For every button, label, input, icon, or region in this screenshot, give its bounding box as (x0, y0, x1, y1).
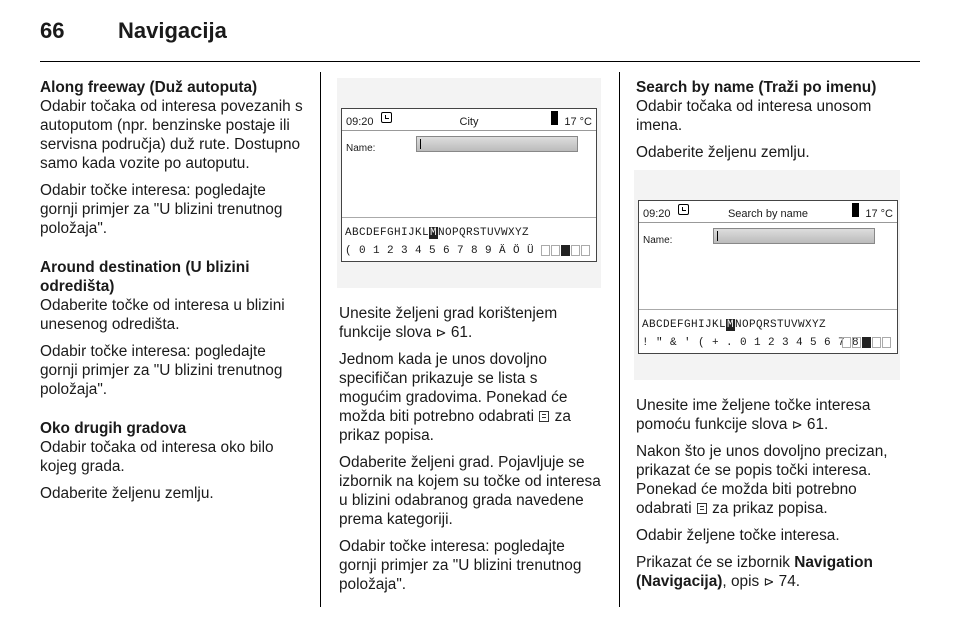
list-icon (539, 411, 549, 422)
list-icon (882, 337, 891, 348)
clock-time: 09:20 (346, 116, 374, 128)
screen-illustration-city (337, 78, 601, 288)
backspace-icon (561, 245, 570, 256)
status-bar (639, 201, 897, 223)
screen-illustration-search-by-name (634, 170, 900, 380)
screen-title: City (459, 116, 479, 128)
column-1 (40, 78, 305, 511)
list-icon (581, 245, 590, 256)
temperature: 17 °C (865, 208, 893, 220)
arrow-up-icon (541, 245, 550, 256)
paragraph: Odabir točaka od interesa oko bilo kojeg grada. (40, 439, 274, 475)
arrow-up-icon (842, 337, 851, 348)
keyboard-row-digits: ( 0 1 2 3 4 5 6 7 8 9 Ä Ö Ü (345, 245, 535, 257)
status-bar (342, 109, 596, 131)
on-screen-keyboard (342, 217, 596, 257)
section-heading-other-cities: Oko drugih gradova (40, 420, 187, 437)
paragraph: Odaberite željenu zemlju. (636, 144, 810, 161)
selected-key: M (727, 319, 735, 331)
header-rule (40, 61, 920, 62)
keyboard-controls (841, 333, 891, 352)
paragraph: Odaberite željeni grad. Pojavljuje se izbornik na kojem su točke od interesa u blizini odabranog grada navedene prema kategoriji. (339, 454, 601, 528)
paragraph: Nakon što je unos dovoljno precizan, prikazat će se popis točki interesa. Ponekad će možda biti potrebno odabrati za prikaz popisa. (636, 443, 888, 517)
paragraph: Prikazat će se izbornik Navigation (Navigacija), opis ⊳ 74. (636, 554, 873, 590)
clock-time: 09:20 (643, 208, 671, 220)
paragraph: Odaberite točke od interesa u blizini unesenog odredišta. (40, 297, 285, 333)
keyboard-controls (540, 241, 590, 260)
keyboard-row-letters: ABCDEFGHIJKLMNOPQRSTUVWXYZ (642, 319, 827, 331)
thermometer-icon (551, 111, 558, 125)
paragraph: Odabir točke interesa: pogledajte gornji primjer za "U blizini trenutnog položaja". (40, 343, 283, 398)
arrows-icon (852, 337, 861, 348)
section-heading-destination: Around destination (U blizini odredišta) (40, 259, 250, 295)
menu-name: Navigation (Navigacija) (636, 554, 873, 590)
selected-key: M (430, 227, 438, 239)
arrows-icon (551, 245, 560, 256)
paragraph: Odabir točaka od interesa unosom imena. (636, 98, 872, 134)
paragraph: Odabir točaka od interesa povezanih s autoputom (npr. benzinske postaje ili servisna područja) duž rute. Dostupno samo kada vozite po autoputu. (40, 98, 303, 172)
name-input (416, 136, 578, 152)
backspace-icon (862, 337, 871, 348)
name-input (713, 228, 875, 244)
paragraph: Odabir točke interesa: pogledajte gornji primjer za "U blizini trenutnog položaja". (40, 182, 283, 237)
page-header (40, 14, 920, 50)
section-heading-search-by-name: Search by name (Traži po imenu) (636, 79, 877, 96)
paragraph: Unesite željeni grad korištenjem funkcije slova ⊳ 61. (339, 305, 558, 341)
column-divider (619, 72, 620, 607)
page-number: 66 (40, 18, 65, 43)
section-heading-freeway: Along freeway (Duž autoputa) (40, 79, 258, 96)
page-title: Navigacija (118, 18, 227, 43)
temperature: 17 °C (564, 116, 592, 128)
case-icon (571, 245, 580, 256)
column-3 (636, 78, 906, 599)
paragraph: Odabir točke interesa: pogledajte gornji primjer za "U blizini trenutnog položaja". (339, 538, 582, 593)
paragraph: Odabir željene točke interesa. (636, 527, 840, 544)
paragraph: Unesite ime željene točke interesa pomoću funkcije slova ⊳ 61. (636, 397, 871, 433)
on-screen-keyboard (639, 309, 897, 349)
column-2 (339, 78, 601, 602)
case-icon (872, 337, 881, 348)
reference-arrow-icon: ⊳ (791, 417, 803, 432)
paragraph: Jednom kada je unos dovoljno specifičan prikazuje se lista s mogućim gradovima. Ponekad će možda biti potrebno odabrati za prikaz popisa. (339, 351, 571, 444)
display-screen (638, 200, 898, 354)
name-label: Name: (643, 235, 673, 246)
paragraph: Odaberite željenu zemlju. (40, 485, 214, 502)
reference-arrow-icon: ⊳ (435, 325, 447, 340)
list-icon (697, 503, 707, 514)
display-screen (341, 108, 597, 262)
screen-title: Search by name (727, 208, 809, 220)
keyboard-row-symbols: ! " & ' ( + . 0 1 2 3 4 5 6 7 8 (642, 337, 860, 349)
thermometer-icon (852, 203, 859, 217)
reference-arrow-icon: ⊳ (763, 574, 775, 589)
column-divider (320, 72, 321, 607)
name-label: Name: (346, 143, 376, 154)
keyboard-row-letters: ABCDEFGHIJKLMNOPQRSTUVWXYZ (345, 227, 530, 239)
